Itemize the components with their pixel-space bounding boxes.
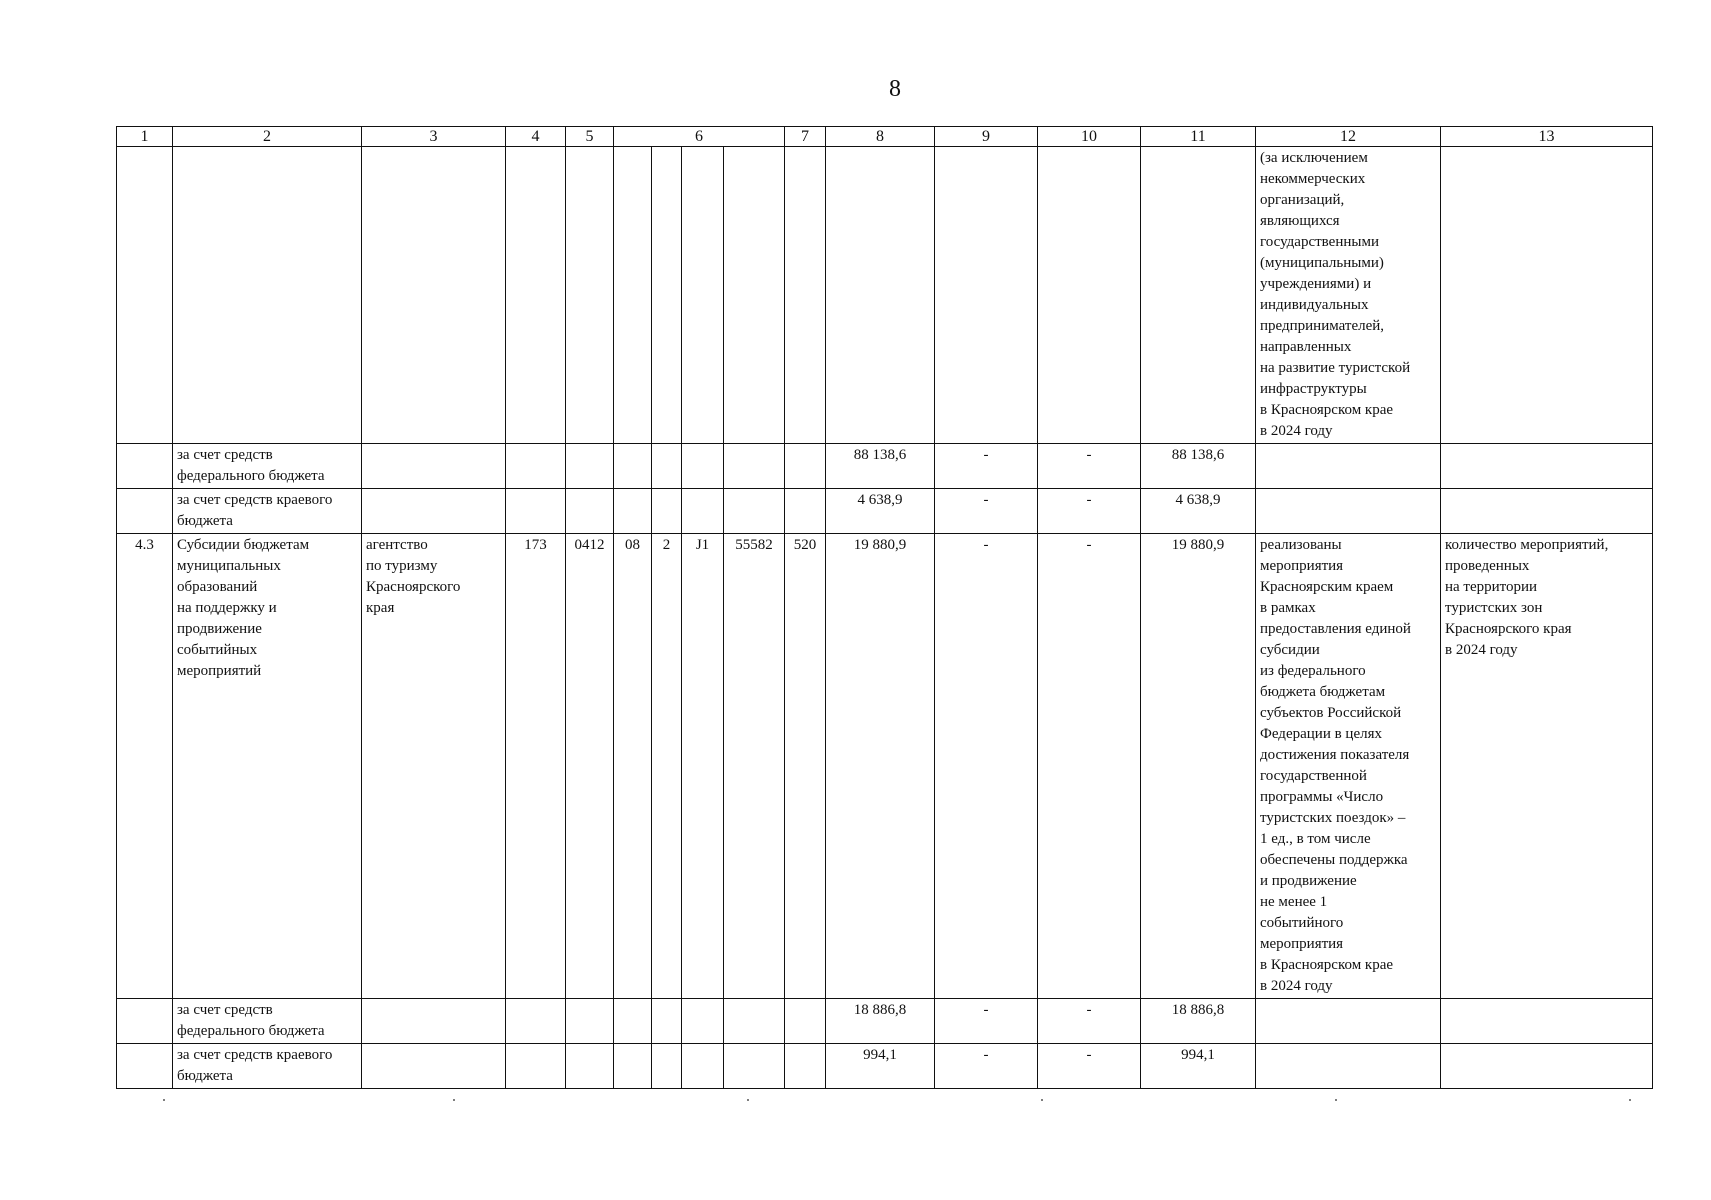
name-cell: Субсидии бюджетам муниципальных образований на поддержку и продвижение событийных мероприятий <box>173 534 362 999</box>
name-cell: за счет средств краевого бюджета <box>173 1044 362 1089</box>
scan-speck <box>747 1099 749 1101</box>
csr-cell <box>682 444 724 489</box>
rzpr-cell <box>566 489 614 534</box>
csr-cell <box>724 444 785 489</box>
csr-cell <box>724 1044 785 1089</box>
rzpr-cell <box>566 999 614 1044</box>
amount-cell: 994,1 <box>1141 1044 1256 1089</box>
vr-cell <box>785 147 826 444</box>
rzpr-cell <box>566 444 614 489</box>
grbs-cell <box>506 1044 566 1089</box>
indicator-cell: количество мероприятий, проведенных на территории туристских зон Красноярского края в 2024 году <box>1441 534 1653 999</box>
scan-speck <box>453 1099 455 1101</box>
header-cell: 6 <box>614 127 785 147</box>
page-number: 8 <box>889 76 901 102</box>
amount-cell: 4 638,9 <box>826 489 935 534</box>
executor-cell <box>362 444 506 489</box>
indicator-cell <box>1441 999 1653 1044</box>
table-row <box>117 444 1653 489</box>
executor-cell <box>362 489 506 534</box>
name-cell: за счет средств федерального бюджета <box>173 444 362 489</box>
name-cell: за счет средств краевого бюджета <box>173 489 362 534</box>
indicator-cell <box>1441 444 1653 489</box>
csr-cell <box>614 1044 652 1089</box>
result-cell: реализованы мероприятия Красноярским краем в рамках предоставления единой субсидии из федерального бюджета бюджетам субъектов Российской Федерации в целях достижения показателя государственной программы «Число туристских поездок» – 1 ед., в том числе обеспечены поддержка и продвижение не менее 1 событийного мероприятия в Красноярском крае в 2024 году <box>1256 534 1441 999</box>
csr-cell <box>682 999 724 1044</box>
vr-cell <box>785 999 826 1044</box>
csr-cell <box>724 147 785 444</box>
grbs-cell <box>506 489 566 534</box>
header-cell: 8 <box>826 127 935 147</box>
table-row <box>117 999 1653 1044</box>
csr-cell <box>614 999 652 1044</box>
amount-cell: - <box>935 444 1038 489</box>
csr-cell <box>652 1044 682 1089</box>
amount-cell <box>826 147 935 444</box>
header-cell: 7 <box>785 127 826 147</box>
row-number-cell <box>117 1044 173 1089</box>
csr-cell <box>614 489 652 534</box>
row-number-cell: 4.3 <box>117 534 173 999</box>
row-number-cell <box>117 999 173 1044</box>
amount-cell <box>935 147 1038 444</box>
csr-cell <box>652 489 682 534</box>
header-cell: 13 <box>1441 127 1653 147</box>
table-row <box>117 1044 1653 1089</box>
amount-cell: - <box>1038 489 1141 534</box>
amount-cell: - <box>935 1044 1038 1089</box>
result-cell <box>1256 1044 1441 1089</box>
indicator-cell <box>1441 489 1653 534</box>
amount-cell: - <box>935 999 1038 1044</box>
amount-cell: - <box>935 534 1038 999</box>
amount-cell: 88 138,6 <box>1141 444 1256 489</box>
vr-cell <box>785 489 826 534</box>
header-cell: 10 <box>1038 127 1141 147</box>
csr-cell <box>682 1044 724 1089</box>
grbs-cell: 173 <box>506 534 566 999</box>
csr-cell <box>724 489 785 534</box>
grbs-cell <box>506 147 566 444</box>
header-cell: 3 <box>362 127 506 147</box>
row-number-cell <box>117 489 173 534</box>
result-cell: (за исключением некоммерческих организаций, являющихся государственными (муниципальными) учреждениями) и индивидуальных предпринимателей, направленных на развитие туристской инфраструктуры в Красноярском крае в 2024 году <box>1256 147 1441 444</box>
header-cell: 11 <box>1141 127 1256 147</box>
scan-speck <box>1335 1099 1337 1101</box>
rzpr-cell <box>566 1044 614 1089</box>
executor-cell: агентство по туризму Красноярского края <box>362 534 506 999</box>
csr-cell <box>614 147 652 444</box>
vr-cell <box>785 444 826 489</box>
row-number-cell <box>117 147 173 444</box>
grbs-cell <box>506 444 566 489</box>
table-row <box>117 489 1653 534</box>
amount-cell: - <box>935 489 1038 534</box>
amount-cell: - <box>1038 534 1141 999</box>
csr-cell <box>652 147 682 444</box>
header-cell: 5 <box>566 127 614 147</box>
table-row <box>117 534 1653 999</box>
csr-cell <box>682 147 724 444</box>
amount-cell: 18 886,8 <box>826 999 935 1044</box>
amount-cell: 88 138,6 <box>826 444 935 489</box>
csr-cell <box>652 444 682 489</box>
amount-cell <box>1141 147 1256 444</box>
scan-speck <box>1629 1099 1631 1101</box>
amount-cell: - <box>1038 1044 1141 1089</box>
name-cell: за счет средств федерального бюджета <box>173 999 362 1044</box>
scan-speck <box>1041 1099 1043 1101</box>
executor-cell <box>362 999 506 1044</box>
csr-cell: 2 <box>652 534 682 999</box>
rzpr-cell: 0412 <box>566 534 614 999</box>
table-header-row <box>117 127 1653 147</box>
name-cell <box>173 147 362 444</box>
amount-cell: 994,1 <box>826 1044 935 1089</box>
header-cell: 4 <box>506 127 566 147</box>
csr-cell <box>724 999 785 1044</box>
amount-cell <box>1038 147 1141 444</box>
vr-cell: 520 <box>785 534 826 999</box>
indicator-cell <box>1441 147 1653 444</box>
amount-cell: 19 880,9 <box>1141 534 1256 999</box>
indicator-cell <box>1441 1044 1653 1089</box>
rzpr-cell <box>566 147 614 444</box>
amount-cell: 18 886,8 <box>1141 999 1256 1044</box>
result-cell <box>1256 999 1441 1044</box>
amount-cell: - <box>1038 999 1141 1044</box>
result-cell <box>1256 444 1441 489</box>
result-cell <box>1256 489 1441 534</box>
csr-cell: 08 <box>614 534 652 999</box>
header-cell: 2 <box>173 127 362 147</box>
table-row <box>117 147 1653 444</box>
budget-table <box>116 126 1653 1089</box>
csr-cell <box>652 999 682 1044</box>
executor-cell <box>362 147 506 444</box>
grbs-cell <box>506 999 566 1044</box>
row-number-cell <box>117 444 173 489</box>
csr-cell: J1 <box>682 534 724 999</box>
vr-cell <box>785 1044 826 1089</box>
csr-cell: 55582 <box>724 534 785 999</box>
header-cell: 12 <box>1256 127 1441 147</box>
header-cell: 1 <box>117 127 173 147</box>
csr-cell <box>682 489 724 534</box>
scan-speck <box>163 1099 165 1101</box>
executor-cell <box>362 1044 506 1089</box>
amount-cell: 4 638,9 <box>1141 489 1256 534</box>
amount-cell: - <box>1038 444 1141 489</box>
csr-cell <box>614 444 652 489</box>
amount-cell: 19 880,9 <box>826 534 935 999</box>
header-cell: 9 <box>935 127 1038 147</box>
